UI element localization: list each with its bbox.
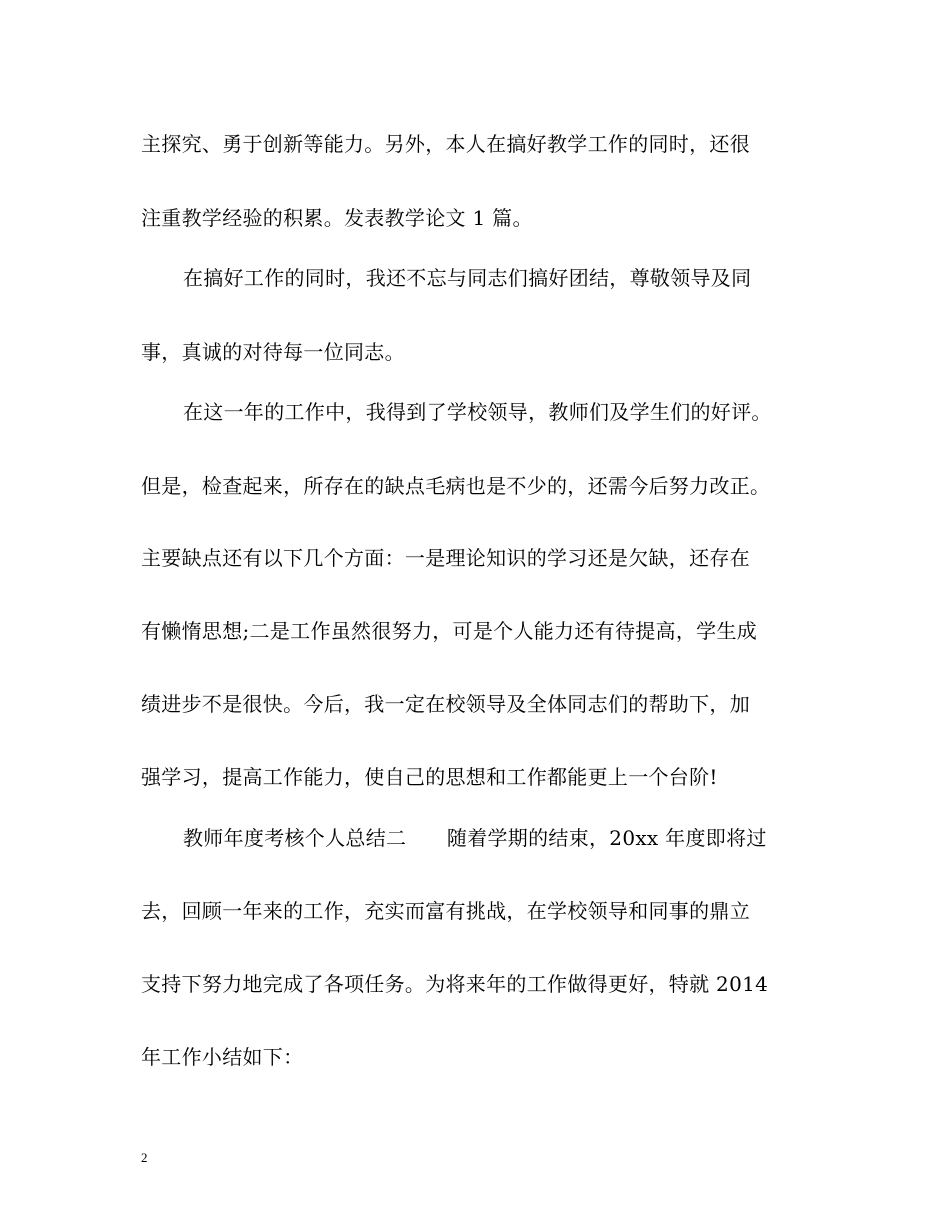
text-line-10: 强学习，提高工作能力，使自己的思想和工作都能更上一个台阶!	[141, 765, 718, 789]
text-line-5: 在这一年的工作中，我得到了学校领导，教师们及学生们的好评。	[183, 400, 772, 424]
text-line-8: 有懒惰思想;二是工作虽然很努力，可是个人能力还有待提高，学生成	[141, 619, 758, 643]
page-number: 2	[141, 1150, 148, 1165]
text-line-2: 注重教学经验的积累。发表教学论文 1 篇。	[141, 206, 533, 230]
text-line-4: 事，真诚的对待每一位同志。	[141, 340, 405, 364]
text-line-1: 主探究、勇于创新等能力。另外，本人在搞好教学工作的同时，还很	[141, 132, 750, 156]
text-line-11: 教师年度考核个人总结二 随着学期的结束，20xx 年度即将过	[183, 826, 767, 850]
text-line-13: 支持下努力地完成了各项任务。为将来年的工作做得更好，特就 2014	[141, 972, 769, 996]
text-line-3: 在搞好工作的同时，我还不忘与同志们搞好团结，尊敬领导及同	[183, 266, 752, 290]
text-line-9: 绩进步不是很快。今后，我一定在校领导及全体同志们的帮助下，加	[141, 692, 750, 716]
text-line-7: 主要缺点还有以下几个方面：一是理论知识的学习还是欠缺，还存在	[141, 546, 750, 570]
text-line-6: 但是，检查起来，所存在的缺点毛病也是不少的，还需今后努力改正。	[141, 474, 771, 498]
text-line-14: 年工作小结如下：	[141, 1045, 304, 1069]
text-line-12: 去，回顾一年来的工作，充实而富有挑战，在学校领导和同事的鼎立	[141, 899, 750, 923]
